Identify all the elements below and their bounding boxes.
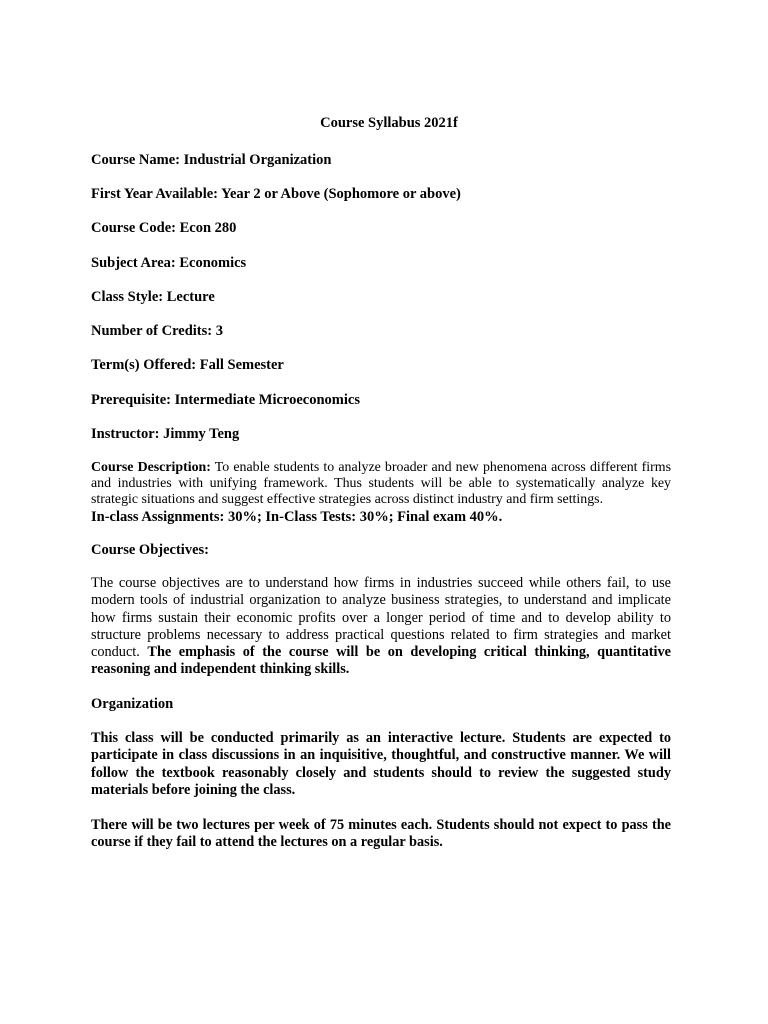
course-description xyxy=(91,460,671,509)
objectives-text: The course objectives are to understand how firms in industries succeed while others fail, to use modern tools of industrial organization to analyze business strategies, to understand and implicate how firms sustain their economic profits over a longer period of time and to develop ability to structure problems necessary to address practical questions related to firm strategies and market conduct. xyxy=(91,575,671,661)
credits-field: Number of Credits: 3 xyxy=(91,323,223,339)
objectives-heading: Course Objectives: xyxy=(91,542,209,558)
objectives-paragraph xyxy=(91,575,671,679)
first-year-field: First Year Available: Year 2 or Above (Sophomore or above) xyxy=(91,186,461,202)
organization-paragraph-2: There will be two lectures per week of 75 minutes each. Students should not expect to pass the course if they fail to attend the lectures on a regular basis. xyxy=(91,817,671,851)
organization-heading: Organization xyxy=(91,696,174,712)
terms-offered-field: Term(s) Offered: Fall Semester xyxy=(91,357,284,373)
document-title: Course Syllabus 2021f xyxy=(320,115,458,131)
course-description-label: Course Description: xyxy=(91,460,211,475)
objectives-emphasis: The emphasis of the course will be on developing critical thinking, quantitative reasoning and independent thinking skills. xyxy=(91,644,672,678)
organization-paragraph-1: This class will be conducted primarily as an interactive lecture. Students are expected to participate in class discussions in an inquisitive, thoughtful, and constructive manner. We will follow the textbook reasonably closely and students should to review the suggested study materials before joining the class. xyxy=(91,730,671,798)
prerequisite-field: Prerequisite: Intermediate Microeconomics xyxy=(91,392,360,408)
instructor-field: Instructor: Jimmy Teng xyxy=(91,426,240,442)
class-style-field: Class Style: Lecture xyxy=(91,289,215,305)
grading-breakdown: In-class Assignments: 30%; In-Class Tests: 30%; Final exam 40%. xyxy=(91,509,503,525)
course-code-field: Course Code: Econ 280 xyxy=(91,220,237,236)
course-name-field: Course Name: Industrial Organization xyxy=(91,152,332,168)
course-description-text: To enable students to analyze broader and new phenomena across different firms and industries with unifying framework. Thus students will be able to systematically analyze key strategic situations and suggest effective strategies across distinct industry and firm settings. xyxy=(91,460,671,508)
subject-area-field: Subject Area: Economics xyxy=(91,255,247,271)
